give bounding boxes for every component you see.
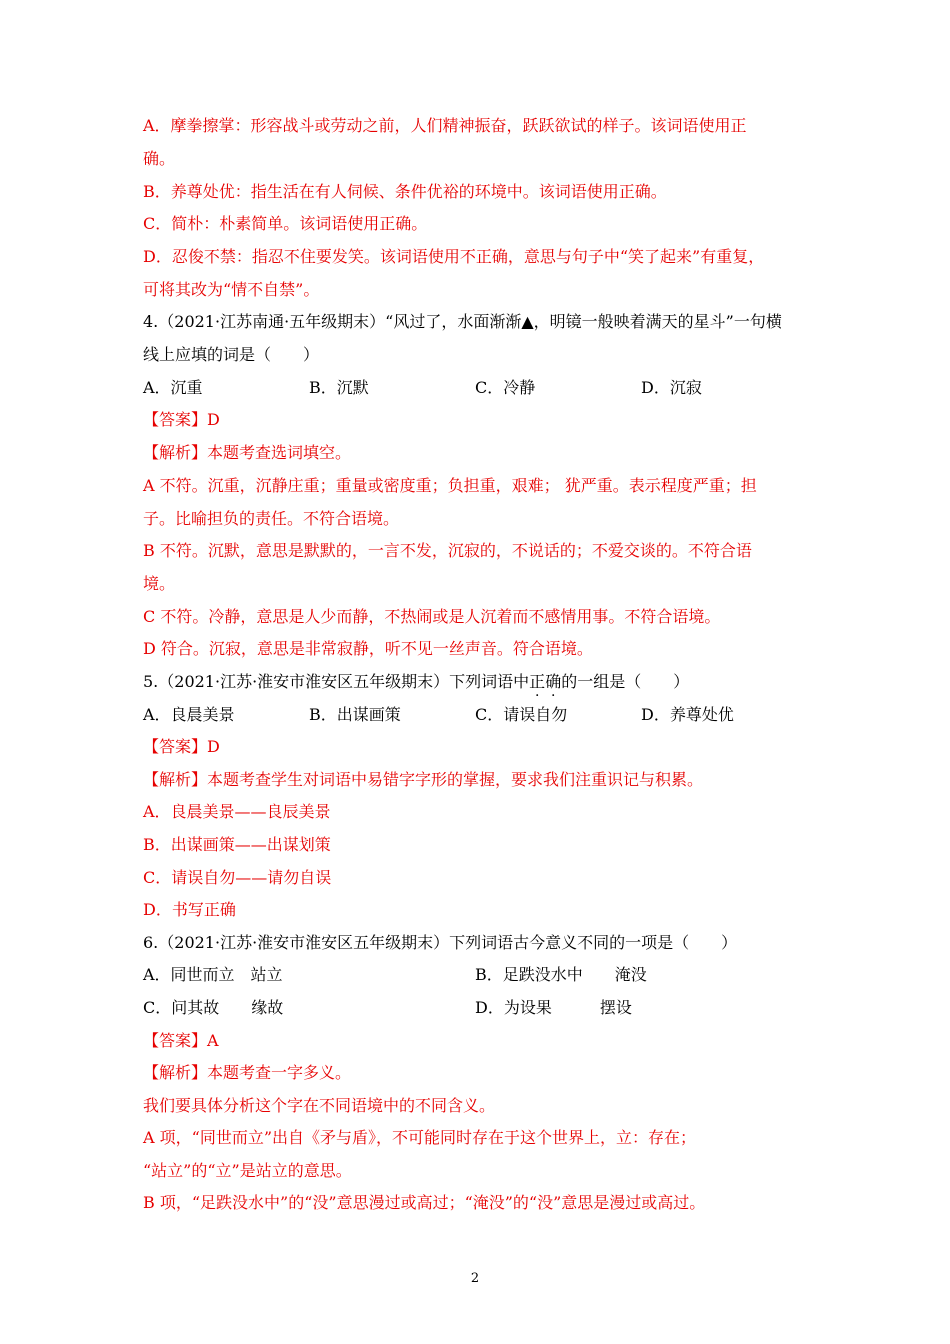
question-stem: 线上应填的词是（ ） (143, 345, 320, 364)
explanation-tag: 【解析】 (143, 770, 208, 789)
answer-value: D (207, 410, 220, 429)
explanation-text: 本题考查学生对词语中易错字字形的掌握，要求我们注重识记与积累。 (207, 770, 704, 789)
choice-b: B．足跌没水中 淹没 (475, 965, 647, 984)
explanation-text: “站立”的“立”是站立的意思。 (143, 1161, 352, 1180)
explanation-text: B 不符。沉默，意思是默默的，一言不发，沉寂的，不说话的；不爱交谈的。不符合语 (143, 541, 752, 560)
explanation-text: B．出谋画策——出谋划策 (143, 835, 331, 854)
option-text: A．摩拳擦掌：形容战斗或劳动之前，人们精神振奋，跃跃欲试的样子。该词语使用正 (143, 116, 747, 135)
choice-c: C．请误自勿 (475, 705, 568, 724)
explanation-line (143, 1062, 351, 1084)
choice-c: C．冷静 (475, 378, 536, 397)
answer-line (143, 409, 220, 431)
emphasis-char: 正 (529, 672, 546, 691)
choice-b: B．出谋画策 (309, 705, 401, 724)
choice-a: A．沉重 (143, 378, 203, 397)
answer-value: A (207, 1031, 219, 1050)
page-number: 2 (470, 1271, 480, 1286)
answer-line (143, 1030, 219, 1052)
explanation-text: C．请误自勿——请勿自误 (143, 868, 332, 887)
answer-value: D (207, 737, 220, 756)
question-stem (143, 671, 689, 693)
choice-d: D．为设果 摆设 (475, 998, 632, 1017)
option-text: 确。 (143, 149, 176, 168)
choice-a: A．良晨美景 (143, 705, 235, 724)
answer-tag: 【答案】 (143, 737, 208, 756)
explanation-text: A．良晨美景——良辰美景 (143, 802, 331, 821)
option-text: C．简朴：朴素简单。该词语使用正确。 (143, 214, 428, 233)
answer-line (143, 736, 220, 758)
stem-part: 5.（2021·江苏·淮安市淮安区五年级期末）下列词语中 (143, 672, 530, 691)
explanation-line (143, 442, 351, 464)
explanation-text: 我们要具体分析这个字在不同语境中的不同含义。 (143, 1096, 496, 1115)
question-stem: 4.（2021·江苏南通·五年级期末）“风过了，水面渐渐▲，明镜一般映着满天的星斗”一句横 (143, 312, 782, 331)
option-text: B．养尊处优：指生活在有人伺候、条件优裕的环境中。该词语使用正确。 (143, 182, 667, 201)
choice-a: A．同世而立 站立 (143, 965, 283, 984)
option-text: D．忍俊不禁：指忍不住要发笑。该词语使用不正确，意思与句子中“笑了起来”有重复， (143, 247, 765, 266)
emphasis-char: 确 (545, 672, 562, 691)
explanation-text: 本题考查一字多义。 (207, 1063, 352, 1082)
explanation-text: A 不符。沉重，沉静庄重；重量或密度重；负担重，艰难； 犹严重。表示程度严重；担 (143, 476, 757, 495)
explanation-text: D．书写正确 (143, 900, 236, 919)
stem-part: 的一组是（ ） (561, 672, 690, 691)
explanation-tag: 【解析】 (143, 1063, 208, 1082)
explanation-text: A 项，“同世而立”出自《矛与盾》，不可能同时存在于这个世界上，立：存在； (143, 1128, 697, 1147)
explanation-text: B 项，“足跌没水中”的“没”意思漫过或高过；“淹没”的“没”意思是漫过或高过。 (143, 1193, 706, 1212)
answer-tag: 【答案】 (143, 1031, 208, 1050)
explanation-tag: 【解析】 (143, 443, 208, 462)
choice-c: C．问其故 缘故 (143, 998, 284, 1017)
explanation-text: 境。 (143, 574, 176, 593)
choice-d: D．养尊处优 (641, 705, 734, 724)
explanation-text: C 不符。冷静，意思是人少而静，不热闹或是人沉着而不感情用事。不符合语境。 (143, 607, 721, 626)
explanation-line (143, 769, 703, 791)
question-stem: 6.（2021·江苏·淮安市淮安区五年级期末）下列词语古今意义不同的一项是（ ） (143, 933, 738, 952)
explanation-text: 本题考查选词填空。 (207, 443, 352, 462)
explanation-text: 子。比喻担负的责任。不符合语境。 (143, 509, 400, 528)
choice-d: D．沉寂 (641, 378, 702, 397)
answer-tag: 【答案】 (143, 410, 208, 429)
choice-b: B．沉默 (309, 378, 369, 397)
explanation-text: D 符合。沉寂，意思是非常寂静，听不见一丝声音。符合语境。 (143, 639, 593, 658)
option-text: 可将其改为“情不自禁”。 (143, 280, 320, 299)
